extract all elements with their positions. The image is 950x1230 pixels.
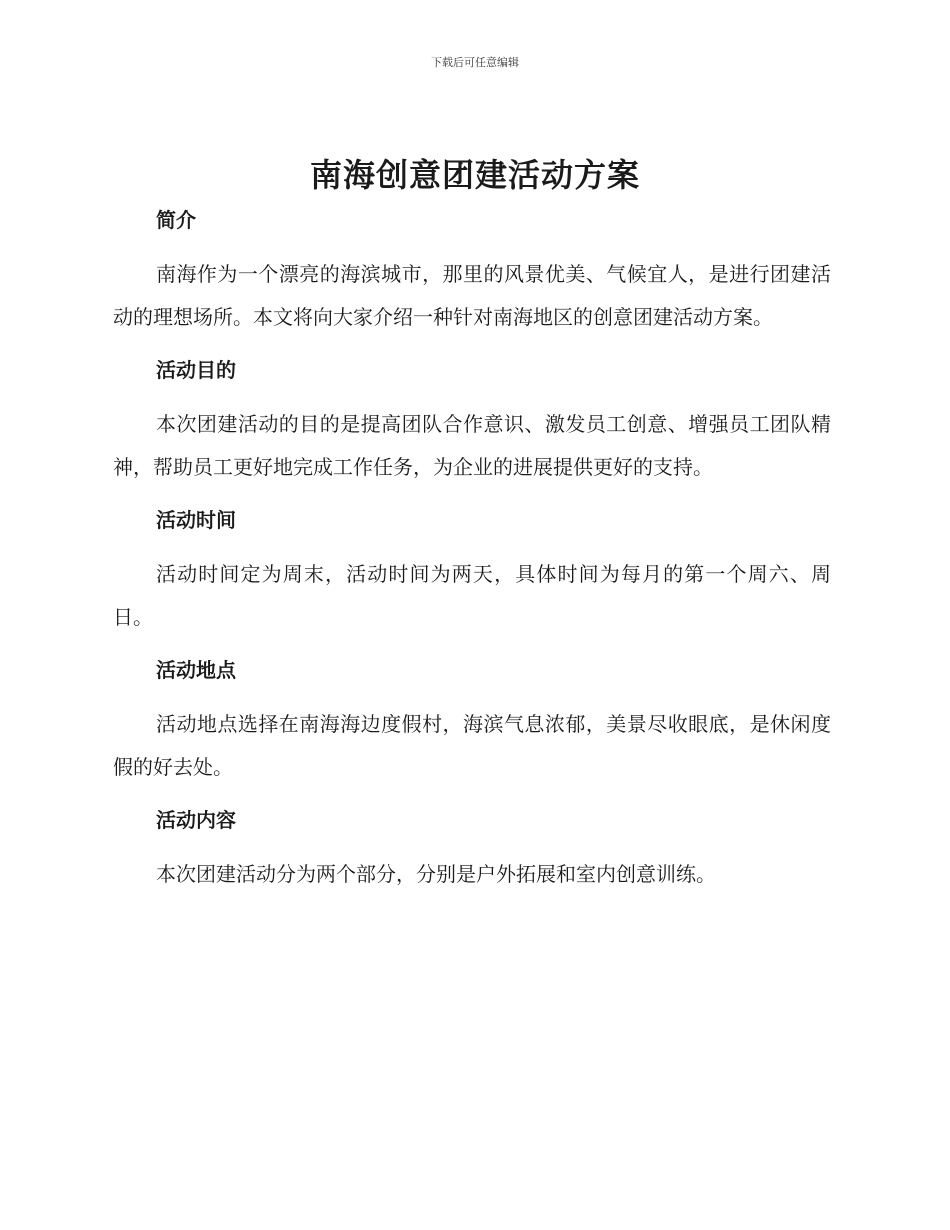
section-paragraph: 本次团建活动的目的是提高团队合作意识、激发员工创意、增强员工团队精神，帮助员工更好地完成工作任务，为企业的进展提供更好的支持。	[113, 412, 831, 479]
section-heading: 活动目的	[156, 358, 236, 382]
document-title: 南海创意团建活动方案	[309, 156, 640, 194]
section-paragraph: 活动时间定为周末，活动时间为两天，具体时间为每月的第一个周六、周日。	[113, 562, 831, 629]
section-paragraph: 活动地点选择在南海海边度假村，海滨气息浓郁，美景尽收眼底，是休闲度假的好去处。	[113, 712, 831, 779]
section-paragraph: 南海作为一个漂亮的海滨城市，那里的风景优美、气候宜人，是进行团建活动的理想场所。本文将向大家介绍一种针对南海地区的创意团建活动方案。	[113, 262, 831, 329]
section-content	[113, 802, 831, 896]
section-paragraph: 本次团建活动分为两个部分，分别是户外拓展和室内创意训练。	[156, 862, 716, 886]
section-time	[113, 502, 831, 639]
section-heading: 活动时间	[156, 508, 236, 532]
section-intro	[113, 202, 831, 339]
document-body	[113, 202, 831, 909]
page-header-note: 下载后可任意编辑	[431, 56, 519, 69]
section-heading: 简介	[156, 208, 196, 232]
section-location	[113, 652, 831, 789]
section-purpose	[113, 352, 831, 489]
section-heading: 活动内容	[156, 808, 236, 832]
section-heading: 活动地点	[156, 658, 236, 682]
